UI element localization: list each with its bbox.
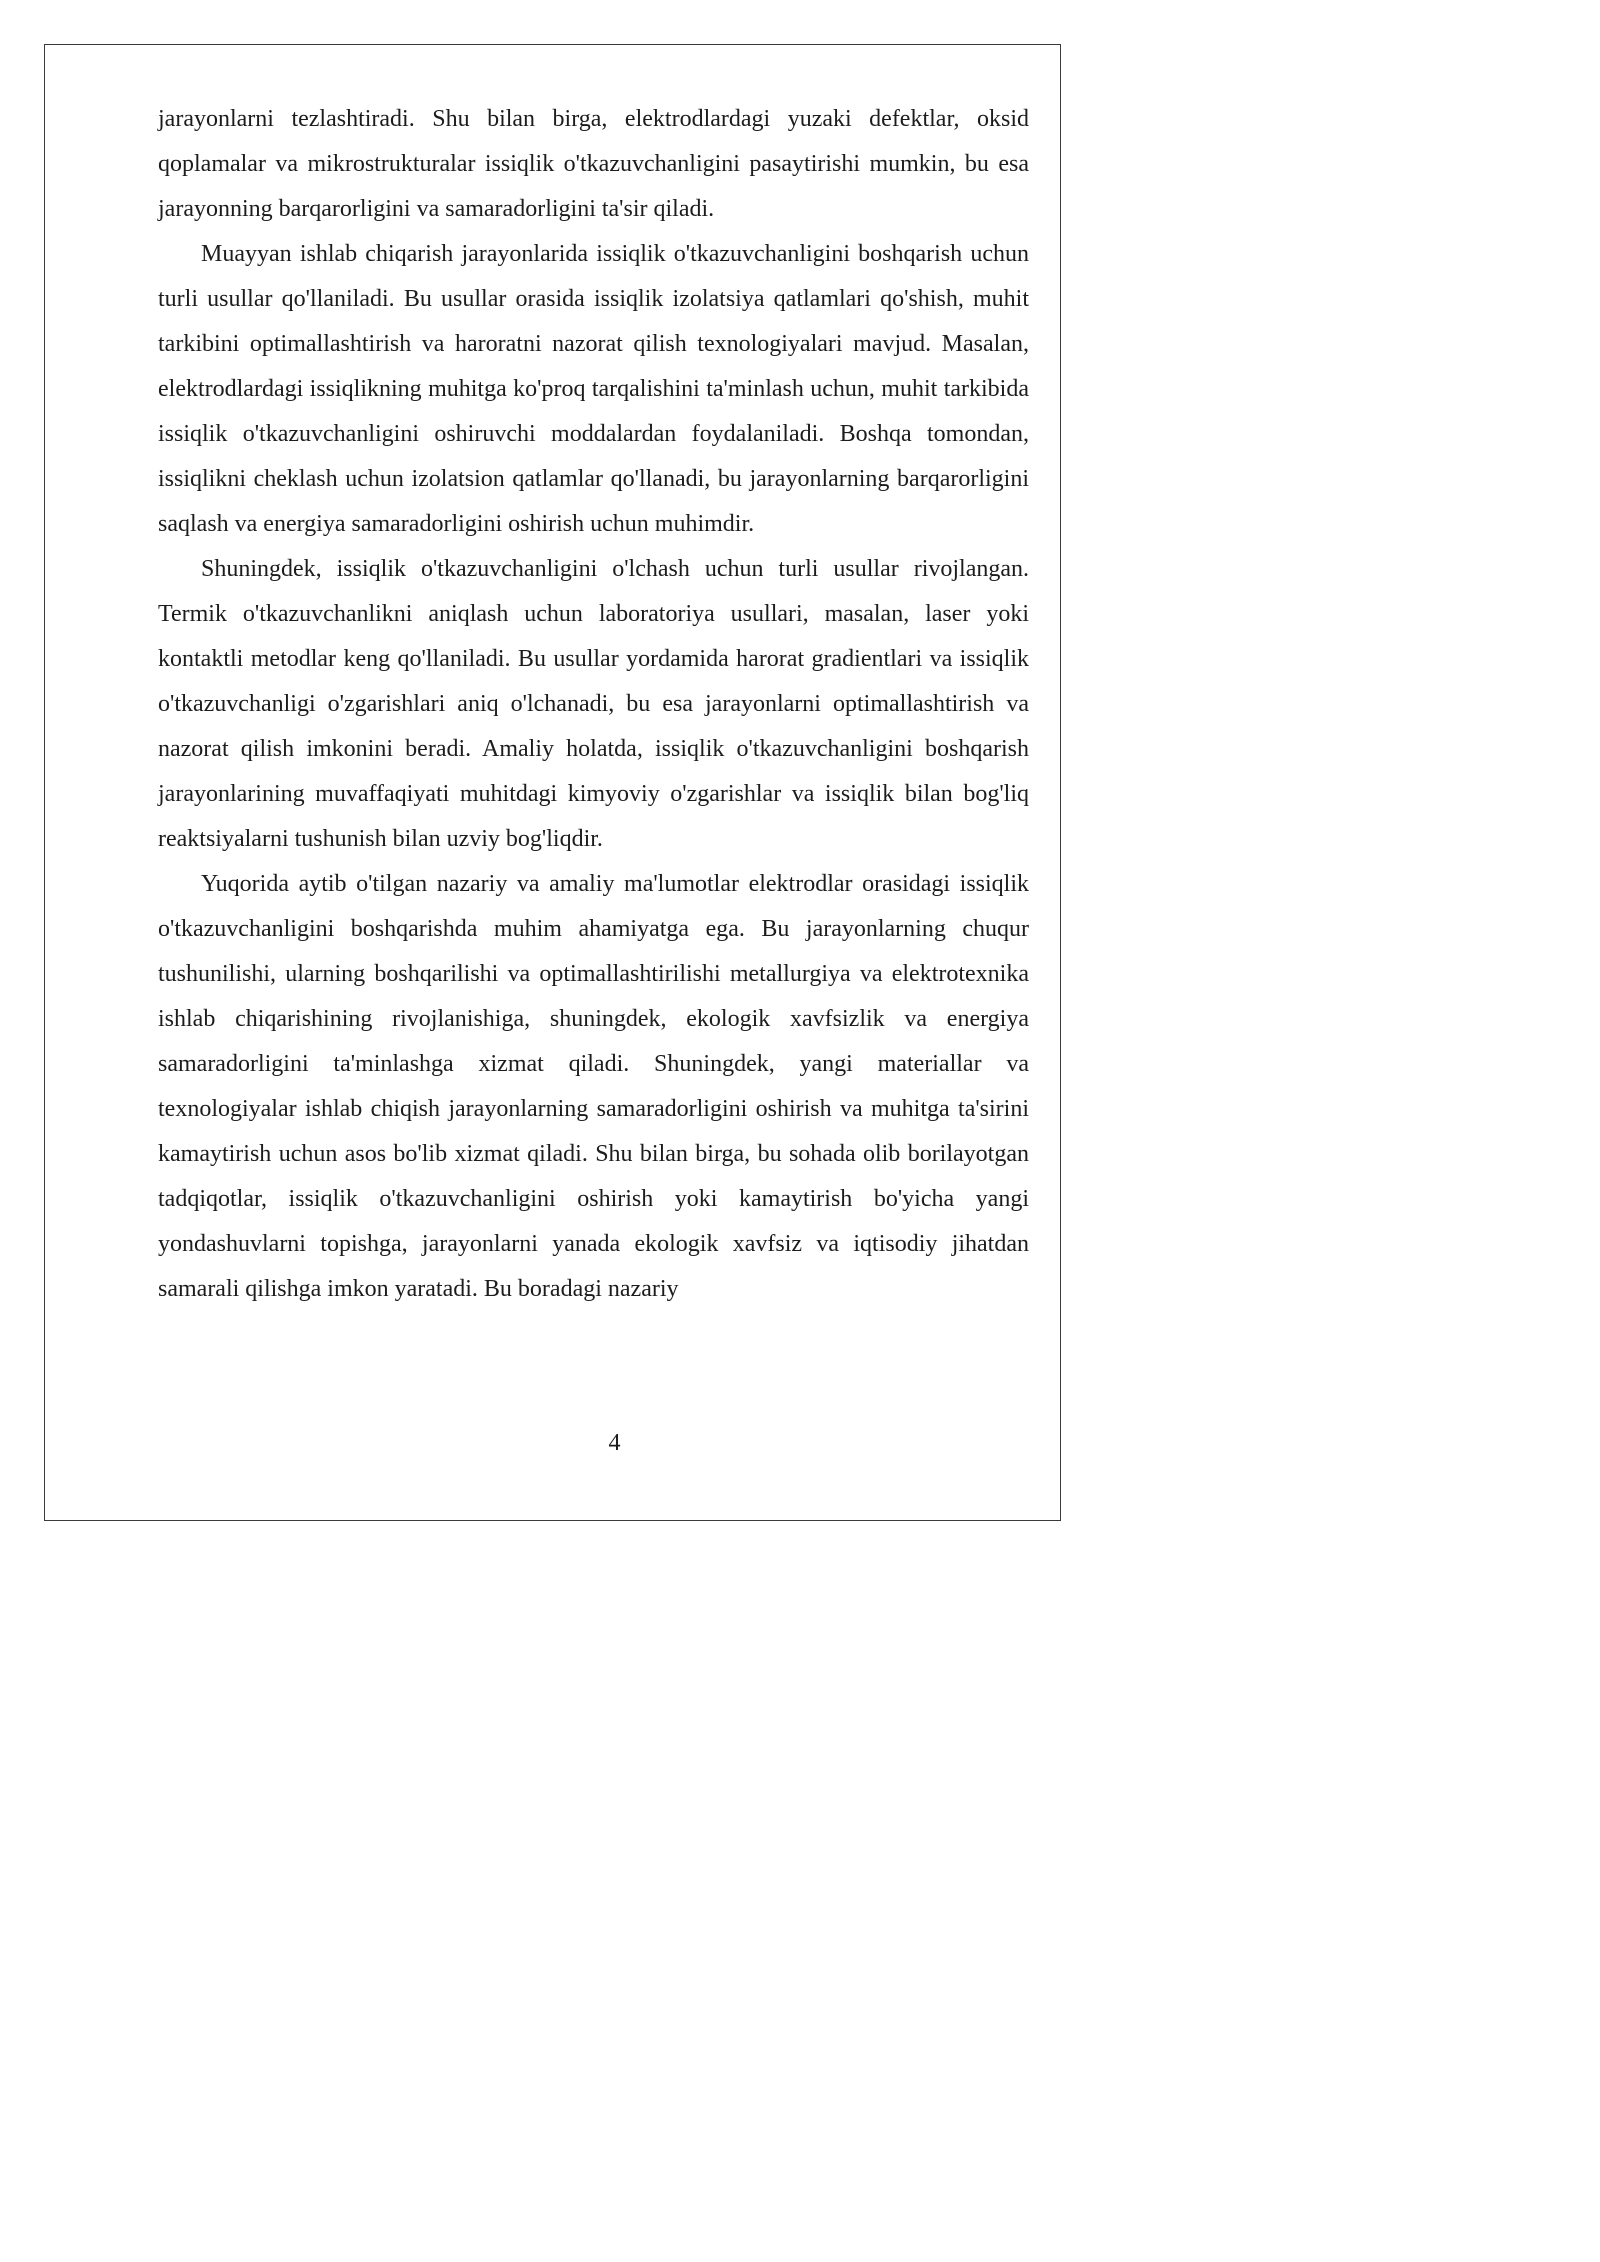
- page-number: 4: [608, 1430, 621, 1456]
- paragraph: Muayyan ishlab chiqarish jarayonlarida issiqlik o'tkazuvchanligini boshqarish uchun turli usullar qo'llaniladi. Bu usullar orasida issiqlik izolatsiya qatlamlari qo'shish, muhit tarkibini optimallashtirish va haroratni nazorat qilish texnologiyalari mavjud. Masalan, elektrodlardagi issiqlikning muhitga ko'proq tarqalishini ta'minlash uchun, muhit tarkibida issiqlik o'tkazuvchanligini oshiruvchi moddalardan foydalaniladi. Boshqa tomondan, issiqlikni cheklash uchun izolatsion qatlamlar qo'llanadi, bu jarayonlarning barqarorligini saqlash va energiya samaradorligini oshirish uchun muhimdir.: [158, 241, 1029, 537]
- document-body: [158, 97, 1029, 1312]
- paragraph-continued: jarayonlarni tezlashtiradi. Shu bilan birga, elektrodlardagi yuzaki defektlar, oksid qoplamalar va mikrostrukturalar issiqlik o'tkazuvchanligini pasaytirishi mumkin, bu esa jarayonning barqarorligini va samaradorligini ta'sir qiladi.: [158, 106, 1029, 222]
- paragraph: Shuningdek, issiqlik o'tkazuvchanligini o'lchash uchun turli usullar rivojlangan. Termik o'tkazuvchanlikni aniqlash uchun laboratoriya usullari, masalan, laser yoki kontaktli metodlar keng qo'llaniladi. Bu usullar yordamida harorat gradientlari va issiqlik o'tkazuvchanligi o'zgarishlari aniq o'lchanadi, bu esa jarayonlarni optimallashtirish va nazorat qilish imkonini beradi. Amaliy holatda, issiqlik o'tkazuvchanligini boshqarish jarayonlarining muvaffaqiyati muhitdagi kimyoviy o'zgarishlar va issiqlik bilan bog'liq reaktsiyalarni tushunish bilan uzviy bog'liqdir.: [158, 556, 1029, 852]
- paragraph: Yuqorida aytib o'tilgan nazariy va amaliy ma'lumotlar elektrodlar orasidagi issiqlik o'tkazuvchanligini boshqarishda muhim ahamiyatga ega. Bu jarayonlarning chuqur tushunilishi, ularning boshqarilishi va optimallashtirilishi metallurgiya va elektrotexnika ishlab chiqarishining rivojlanishiga, shuningdek, ekologik xavfsizlik va energiya samaradorligini ta'minlashga xizmat qiladi. Shuningdek, yangi materiallar va texnologiyalar ishlab chiqish jarayonlarning samaradorligini oshirish va muhitga ta'sirini kamaytirish uchun asos bo'lib xizmat qiladi. Shu bilan birga, bu sohada olib borilayotgan tadqiqotlar, issiqlik o'tkazuvchanligini oshirish yoki kamaytirish bo'yicha yangi yondashuvlarni topishga, jarayonlarni yanada ekologik xavfsiz va iqtisodiy jihatdan samarali qilishga imkon yaratadi. Bu boradagi nazariy: [158, 871, 1029, 1302]
